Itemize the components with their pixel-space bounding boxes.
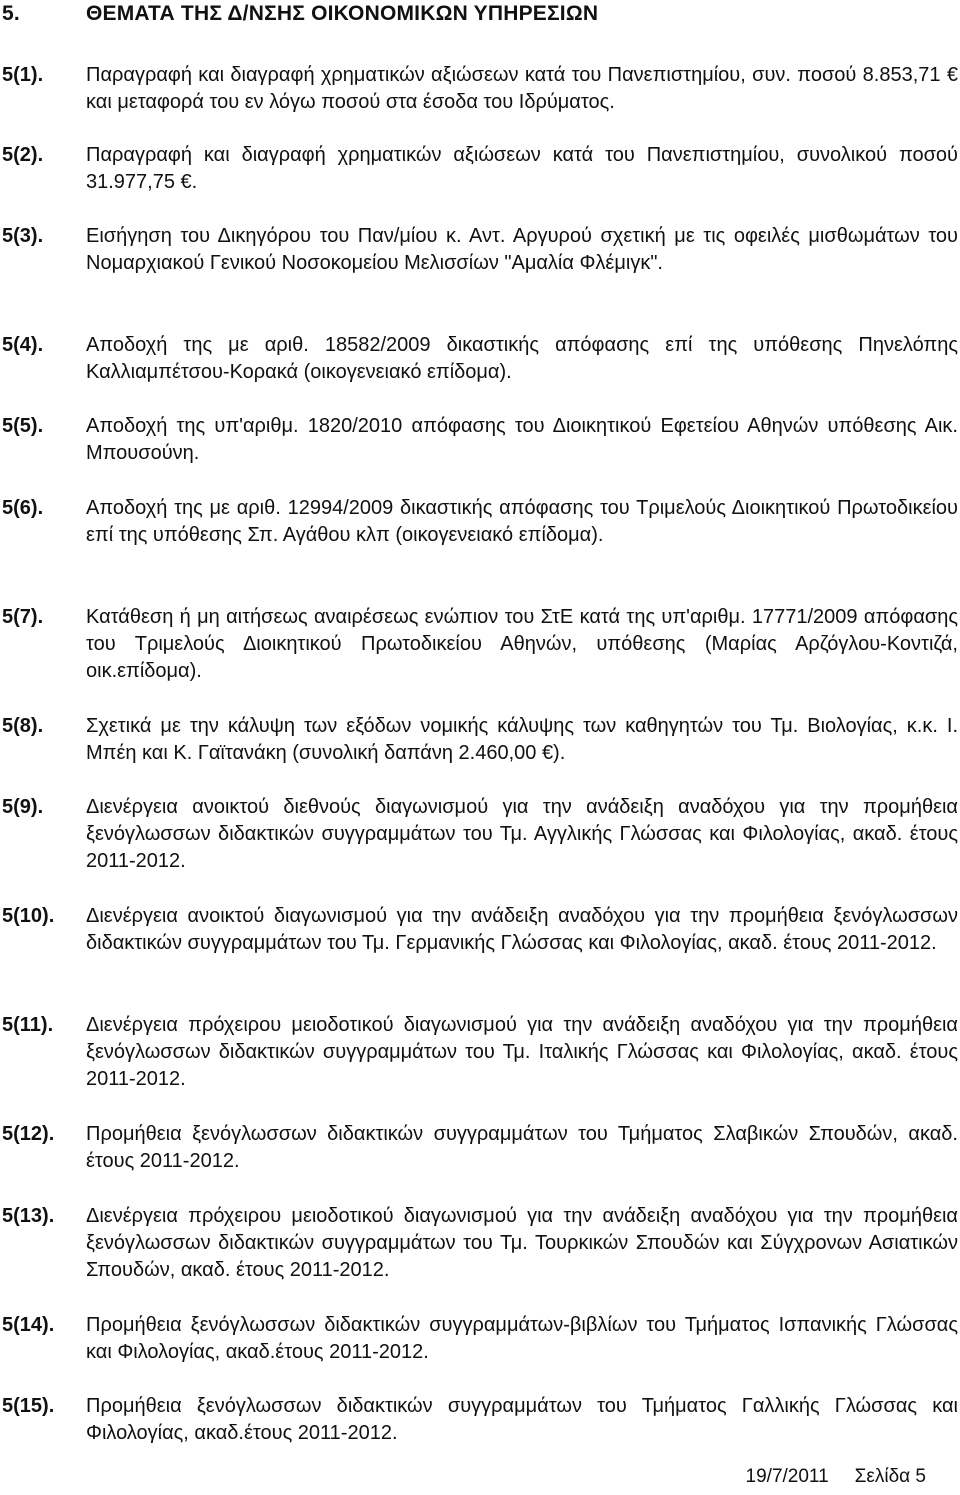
item-code: 5(4). bbox=[2, 334, 44, 356]
agenda-item bbox=[2, 62, 958, 116]
item-code: 5(6). bbox=[2, 497, 44, 519]
item-code: 5(9). bbox=[2, 796, 44, 818]
item-text: Σχετικά με την κάλυψη των εξόδων νομικής κάλυψης των καθηγητών του Τμ. Βιολογίας, κ.κ. Ι. Μπέη και Κ. Γαϊτανάκη (συνολική δαπάνη 2.460,00 €). bbox=[86, 715, 958, 764]
item-code: 5(10). bbox=[2, 905, 55, 927]
item-code: 5(15). bbox=[2, 1395, 55, 1417]
item-text: Αποδοχή της υπ'αριθμ. 1820/2010 απόφασης του Διοικητικού Εφετείου Αθηνών υπόθεσης Αικ. Μπουσούνη. bbox=[86, 415, 958, 464]
item-text: Προμήθεια ξενόγλωσσων διδακτικών συγγραμμάτων-βιβλίων του Τμήματος Ισπανικής Γλώσσας και Φιλολογίας, ακαδ.έτους 2011-2012. bbox=[86, 1314, 958, 1363]
agenda-item bbox=[2, 604, 958, 685]
item-code: 5(8). bbox=[2, 715, 44, 737]
item-text: Αποδοχή της με αριθ. 18582/2009 δικαστικής απόφασης επί της υπόθεσης Πηνελόπης Καλλιαμπέτσου-Κορακά (οικογενειακό επίδομα). bbox=[86, 334, 958, 383]
agenda-item bbox=[2, 413, 958, 467]
section-title: ΘΕΜΑΤΑ ΤΗΣ Δ/ΝΣΗΣ ΟΙΚΟΝΟΜΙΚΩΝ ΥΠΗΡΕΣΙΩΝ bbox=[86, 2, 599, 25]
item-text: Κατάθεση ή μη αιτήσεως αναιρέσεως ενώπιον του ΣτΕ κατά της υπ'αριθμ. 17771/2009 απόφασης του Τριμελούς Διοικητικού Πρωτοδικείου Αθηνών, υπόθεσης (Μαρίας Αρζόγλου-Κοντιζά, οικ.επίδομα). bbox=[86, 606, 958, 682]
item-text: Διενέργεια πρόχειρου μειοδοτικού διαγωνισμού για την ανάδειξη αναδόχου για την προμήθεια ξενόγλωσσων διδακτικών συγγραμμάτων του Τμ. Τουρκικών Σπουδών και Σύγχρονων Ασιατικών Σπουδών, ακαδ. έτους 2011-2012. bbox=[86, 1205, 958, 1281]
item-text: Παραγραφή και διαγραφή χρηματικών αξιώσεων κατά του Πανεπιστημίου, συν. ποσού 8.853,71 € και μεταφορά του εν λόγω ποσού στα έσοδα του Ιδρύματος. bbox=[86, 64, 958, 113]
agenda-item bbox=[2, 1312, 958, 1366]
item-text: Προμήθεια ξενόγλωσσων διδακτικών συγγραμμάτων του Τμήματος Γαλλικής Γλώσσας και Φιλολογίας, ακαδ.έτους 2011-2012. bbox=[86, 1395, 958, 1444]
agenda-item bbox=[2, 142, 958, 196]
agenda-item bbox=[2, 794, 958, 875]
item-text: Αποδοχή της με αριθ. 12994/2009 δικαστικής απόφασης του Τριμελούς Διοικητικού Πρωτοδικείου επί της υπόθεσης Σπ. Αγάθου κλπ (οικογενειακό επίδομα). bbox=[86, 497, 958, 546]
agenda-item bbox=[2, 1203, 958, 1284]
agenda-item bbox=[2, 1393, 958, 1447]
item-code: 5(12). bbox=[2, 1123, 55, 1145]
item-text: Διενέργεια ανοικτού διαγωνισμού για την ανάδειξη αναδόχου για την προμήθεια ξενόγλωσσων διδακτικών συγγραμμάτων του Τμ. Γερμανικής Γλώσσας και Φιλολογίας, ακαδ. έτους 2011-2012. bbox=[86, 905, 958, 954]
item-code: 5(11). bbox=[2, 1014, 54, 1036]
item-text: Διενέργεια ανοικτού διεθνούς διαγωνισμού για την ανάδειξη αναδόχου για την προμήθεια ξενόγλωσσων διδακτικών συγγραμμάτων του Τμ. Αγγλικής Γλώσσας και Φιλολογίας, ακαδ. έτους 2011-2012. bbox=[86, 796, 958, 872]
item-code: 5(2). bbox=[2, 144, 44, 166]
agenda-item bbox=[2, 495, 958, 549]
item-code: 5(14). bbox=[2, 1314, 55, 1336]
item-text: Παραγραφή και διαγραφή χρηματικών αξιώσεων κατά του Πανεπιστημίου, συνολικού ποσού 31.977,75 €. bbox=[86, 144, 958, 193]
page-footer bbox=[746, 1466, 926, 1488]
section-number: 5. bbox=[2, 2, 20, 25]
item-code: 5(3). bbox=[2, 225, 44, 247]
agenda-item bbox=[2, 1012, 958, 1093]
agenda-item bbox=[2, 332, 958, 386]
item-text: Διενέργεια πρόχειρου μειοδοτικού διαγωνισμού για την ανάδειξη αναδόχου για την προμήθεια ξενόγλωσσων διδακτικών συγγραμμάτων του Τμ. Ιταλικής Γλώσσας και Φιλολογίας, ακαδ. έτους 2011-2012. bbox=[86, 1014, 958, 1090]
agenda-item bbox=[2, 713, 958, 767]
item-code: 5(13). bbox=[2, 1205, 55, 1227]
item-text: Εισήγηση του Δικηγόρου του Παν/μίου κ. Αντ. Αργυρού σχετική με τις οφειλές μισθωμάτων του Νομαρχιακού Γενικού Νοσοκομείου Μελισσίων "Αμαλία Φλέμιγκ". bbox=[86, 225, 958, 274]
item-code: 5(7). bbox=[2, 606, 44, 628]
footer-date: 19/7/2011 bbox=[745, 1466, 829, 1487]
agenda-item bbox=[2, 903, 958, 957]
agenda-item bbox=[2, 223, 958, 277]
item-code: 5(1). bbox=[2, 64, 44, 86]
footer-page-number: Σελίδα 5 bbox=[854, 1466, 926, 1487]
section-heading bbox=[2, 2, 598, 26]
item-text: Προμήθεια ξενόγλωσσων διδακτικών συγγραμμάτων του Τμήματος Σλαβικών Σπουδών, ακαδ. έτους 2011-2012. bbox=[86, 1123, 958, 1172]
agenda-item bbox=[2, 1121, 958, 1175]
item-code: 5(5). bbox=[2, 415, 44, 437]
